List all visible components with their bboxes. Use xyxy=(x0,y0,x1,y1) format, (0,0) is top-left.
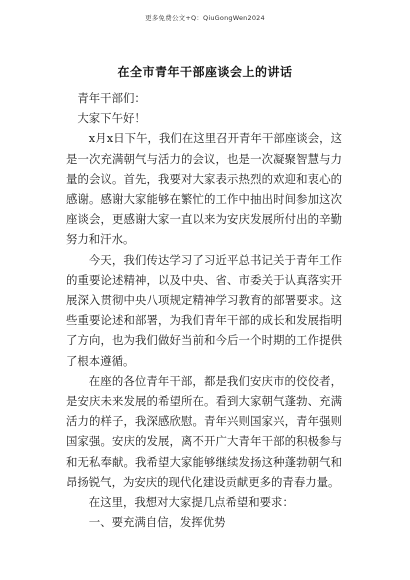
paragraph: 在这里，我想对大家提几点希望和要求： xyxy=(88,495,294,510)
salutation: 青年干部们： xyxy=(77,91,146,105)
document-title: 在全市青年干部座谈会上的讲话 xyxy=(117,65,293,79)
paragraph: 今天，我们传达学习了习近平总书记关于青年工作的重要论述精神，以及中央、省、市委关于认真落实开展深入贯彻中央八项规定精神学习教育的部署要求。这些重要论述和部署，为我们青年干部的成长和发展指明了方向，也为我们做好当前和今后一个时期的工作提供了根本遵循。 xyxy=(66,252,342,368)
document-body xyxy=(66,88,342,532)
paragraph: x月x日下午，我们在这里召开青年干部座谈会，这是一次充满朝气与活力的会议，也是一次凝聚智慧与力量的会议。首先，我要对大家表示热烈的欢迎和衷心的感谢。感谢大家能够在繁忙的工作中抽出时间参加这次座谈会，更感谢大家一直以来为安庆发展所付出的辛勤努力和汗水。 xyxy=(66,131,342,247)
greeting: 大家下午好！ xyxy=(77,111,146,126)
header-note: 更多免费公文+Q：QiuGongWen2024 xyxy=(145,14,265,22)
section-heading: 一、要充满自信，发挥优势 xyxy=(88,515,226,530)
paragraph: 在座的各位青年干部，都是我们安庆市的佼佼者，是安庆未来发展的希望所在。看到大家朝气蓬勃、充满活力的样子，我深感欣慰。青年兴则国家兴，青年强则国家强。安庆的发展，离不开广大青年干部的积极参与和无私奉献。我希望大家能够继续发扬这种蓬勃朝气和昂扬锐气，为安庆的现代化建设贡献更多的青春力量。 xyxy=(66,373,342,489)
